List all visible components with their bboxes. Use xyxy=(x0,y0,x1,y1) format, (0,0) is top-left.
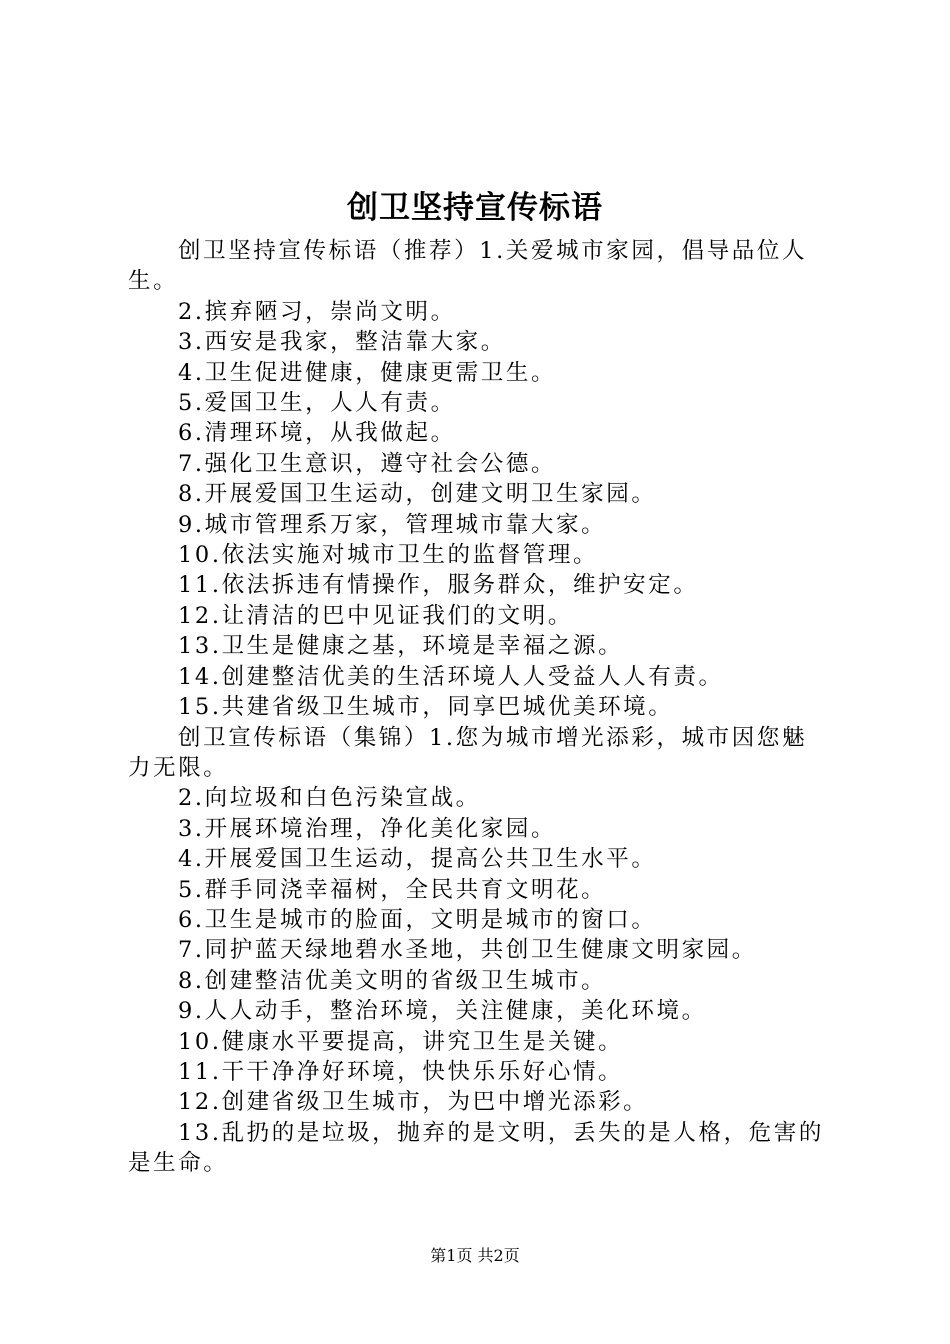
paragraph: 15.共建省级卫生城市，同享巴城优美环境。 xyxy=(178,694,674,721)
paragraph: 7.同护蓝天绿地碧水圣地，共创卫生健康文明家园。 xyxy=(178,937,757,964)
paragraph: 12.创建省级卫生城市，为巴中增光添彩。 xyxy=(178,1089,649,1116)
paragraph: 5.群手同浇幸福树，全民共育文明花。 xyxy=(178,876,607,903)
paragraph: 6.清理环境，从我做起。 xyxy=(178,420,456,447)
paragraph: 10.依法实施对城市卫生的监督管理。 xyxy=(178,542,599,569)
paragraph: 3.开展环境治理，净化美化家园。 xyxy=(178,815,557,842)
paragraph: 创卫坚持宣传标语（推荐）1.关爱城市家园，倡导品位人生。 xyxy=(128,238,808,295)
paragraph: 8.创建整洁优美文明的省级卫生城市。 xyxy=(178,967,607,994)
document-title: 创卫坚持宣传标语 xyxy=(347,190,603,226)
paragraph: 5.爱国卫生，人人有责。 xyxy=(178,390,456,417)
paragraph: 12.让清洁的巴中见证我们的文明。 xyxy=(178,602,573,629)
paragraph: 7.强化卫生意识，遵守社会公德。 xyxy=(178,450,557,477)
paragraph: 创卫宣传标语（集锦）1.您为城市增光添彩，城市因您魅力无限。 xyxy=(128,724,808,781)
document-body xyxy=(128,236,832,1179)
paragraph: 6.卫生是城市的脸面，文明是城市的窗口。 xyxy=(178,906,657,933)
paragraph: 14.创建整洁优美的生活环境人人受益人人有责。 xyxy=(178,663,724,690)
paragraph: 4.开展爱国卫生运动，提高公共卫生水平。 xyxy=(178,846,657,873)
paragraph: 2.向垃圾和白色污染宣战。 xyxy=(178,785,481,812)
paragraph: 3.西安是我家，整洁靠大家。 xyxy=(178,329,506,356)
paragraph: 10.健康水平要提高，讲究卫生是关键。 xyxy=(178,1028,624,1055)
paragraph: 13.卫生是健康之基，环境是幸福之源。 xyxy=(178,633,624,660)
paragraph: 2.摈弃陋习，崇尚文明。 xyxy=(178,298,456,325)
paragraph: 9.城市管理系万家，管理城市靠大家。 xyxy=(178,511,607,538)
page-footer: 第1页 共2页 xyxy=(430,1246,520,1265)
paragraph: 11.依法拆违有情操作，服务群众，维护安定。 xyxy=(178,572,699,599)
paragraph: 8.开展爱国卫生运动，创建文明卫生家园。 xyxy=(178,481,657,508)
paragraph: 11.干干净净好环境，快快乐乐好心情。 xyxy=(178,1058,624,1085)
paragraph: 9.人人动手，整治环境，关注健康，美化环境。 xyxy=(178,998,707,1025)
paragraph: 4.卫生促进健康，健康更需卫生。 xyxy=(178,359,557,386)
paragraph: 13.乱扔的是垃圾，抛弃的是文明，丢失的是人格，危害的是生命。 xyxy=(128,1119,824,1177)
